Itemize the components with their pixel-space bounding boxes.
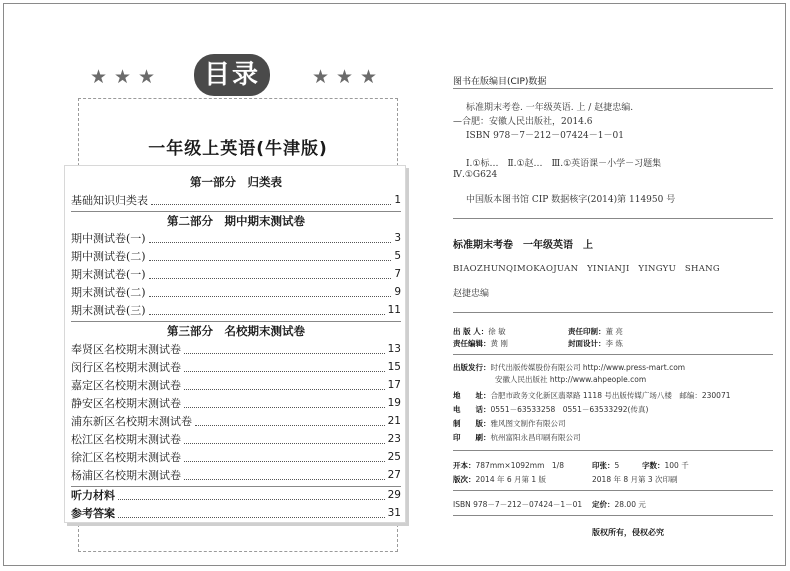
divider xyxy=(71,321,401,322)
toc-entry[interactable]: 期末测试卷(三) 11 xyxy=(71,304,401,317)
toc-card xyxy=(64,165,406,523)
section-heading: 第二部分 期中期末测试卷 xyxy=(167,214,305,228)
section-heading: 第一部分 归类表 xyxy=(190,175,282,189)
toc-header xyxy=(90,52,380,102)
divider xyxy=(453,515,773,516)
publisher-row: 出 版 人：徐 敏 xyxy=(453,327,506,336)
colophon-pinyin: BIAOZHUNQIMOKAOJUAN YINIANJI YINGYU SHANG xyxy=(453,264,720,274)
toc-entry[interactable]: 松江区名校期末测试卷 23 xyxy=(71,433,401,446)
divider xyxy=(453,218,773,219)
issue-row: 出版发行：时代出版传媒股份有限公司 http://www.press-mart.com xyxy=(453,363,686,372)
star-icon: ★ xyxy=(360,66,378,88)
book-title: 一年级上英语(牛津版) xyxy=(148,139,328,159)
divider xyxy=(71,211,401,212)
star-icon: ★ xyxy=(138,66,156,88)
colophon-book-name: 标准期末考卷 一年级英语 上 xyxy=(453,240,593,251)
star-icon: ★ xyxy=(312,66,330,88)
price-row: 定价：28.00 元 xyxy=(592,500,646,509)
star-icon: ★ xyxy=(90,66,108,88)
toc-entry[interactable]: 浦东新区名校期末测试卷 21 xyxy=(71,415,401,428)
cover-row: 封面设计：李 炼 xyxy=(568,339,623,348)
toc-entry[interactable]: 期末测试卷(一) 7 xyxy=(71,268,401,281)
phone-row: 电 话：0551－63533258 0551－63533292(传真) xyxy=(453,405,649,414)
edition-row: 版次：2014 年 6 月第 1 版 xyxy=(453,475,547,484)
toc-title: 目录 xyxy=(194,54,270,96)
edit-row: 责任编辑：黄 刚 xyxy=(453,339,508,348)
cip-heading: 图书在版编目(CIP)数据 xyxy=(453,77,547,87)
divider xyxy=(453,88,773,89)
cip-isbn: ISBN 978－7－212－07424－1－01 xyxy=(466,131,624,141)
sheets-row: 印张：5 xyxy=(592,461,620,470)
toc-entry[interactable]: 闵行区名校期末测试卷 15 xyxy=(71,361,401,374)
toc-entry[interactable]: 静安区名校期末测试卷 19 xyxy=(71,397,401,410)
toc-entry-listening[interactable]: 听力材料 29 xyxy=(71,489,401,502)
format-row: 开本：787mm×1092mm 1/8 xyxy=(453,461,564,470)
duty-row: 责任印制：董 亮 xyxy=(568,327,623,336)
platemaking-row: 制 版：雅风图文制作有限公司 xyxy=(453,419,566,428)
cip-subjects: Ⅰ.①标… Ⅱ.①赵… Ⅲ.①英语课－小学－习题集 xyxy=(466,159,662,169)
cip-line2: —合肥：安徽人民出版社，2014.6 xyxy=(453,117,593,127)
toc-entry[interactable]: 奉贤区名校期末测试卷 13 xyxy=(71,343,401,356)
printer-row: 印 刷：杭州富阳永昌印刷有限公司 xyxy=(453,433,581,442)
toc-entry[interactable]: 期末测试卷(二) 9 xyxy=(71,286,401,299)
toc-entry[interactable]: 基础知识归类表 1 xyxy=(71,194,401,207)
colophon-editor: 赵捷忠编 xyxy=(453,289,490,299)
cip-line1: 标准期末考卷. 一年级英语. 上 / 赵捷忠编. xyxy=(466,103,634,113)
colophon-isbn: ISBN 978－7－212－07424－1－01 xyxy=(453,500,583,509)
words-row: 字数：100 千 xyxy=(642,461,689,470)
divider xyxy=(453,450,773,451)
cip-class: Ⅳ.①G624 xyxy=(453,170,498,180)
copyright-notice: 版权所有，侵权必究 xyxy=(592,528,664,537)
toc-entry[interactable]: 期中测试卷(一) 3 xyxy=(71,232,401,245)
toc-entry[interactable]: 杨浦区名校期末测试卷 27 xyxy=(71,469,401,482)
toc-entry[interactable]: 期中测试卷(二) 5 xyxy=(71,250,401,263)
toc-entry[interactable]: 徐汇区名校期末测试卷 25 xyxy=(71,451,401,464)
divider xyxy=(453,354,773,355)
star-icon: ★ xyxy=(114,66,132,88)
cip-record: 中国版本图书馆 CIP 数据核字(2014)第 114950 号 xyxy=(466,195,676,205)
toc-entry[interactable]: 嘉定区名校期末测试卷 17 xyxy=(71,379,401,392)
address-row: 地 址：合肥市政务文化新区翡翠路 1118 号出版传媒广场八楼 邮编：230071 xyxy=(453,391,731,400)
divider xyxy=(453,312,773,313)
section-heading: 第三部分 名校期末测试卷 xyxy=(167,324,305,338)
star-icon: ★ xyxy=(336,66,354,88)
issue-row-2: 安徽人民出版社 http://www.ahpeople.com xyxy=(495,375,647,384)
impression-row: 2018 年 8 月第 3 次印刷 xyxy=(592,475,678,484)
divider xyxy=(453,490,773,491)
toc-entry-answers[interactable]: 参考答案 31 xyxy=(71,507,401,520)
